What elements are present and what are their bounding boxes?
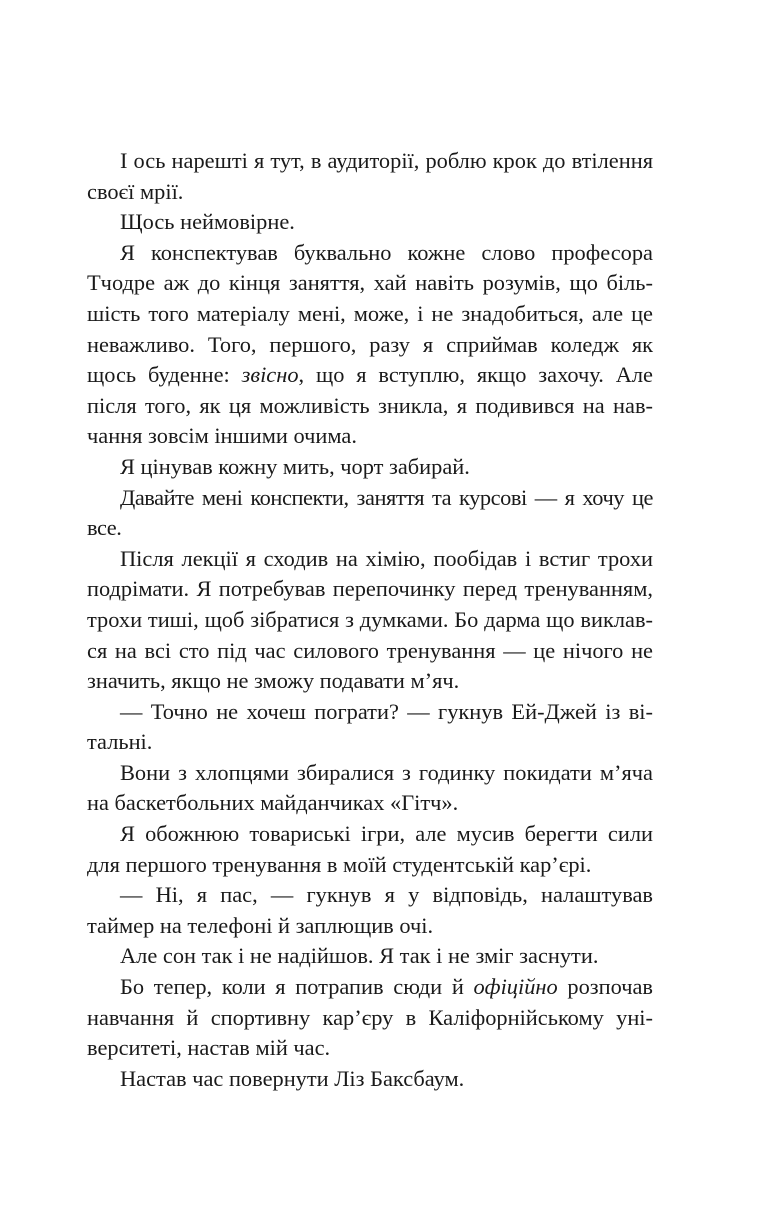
text-run: Але сон так і не надійшов. Я так і не зміг заснути. bbox=[120, 943, 599, 969]
text-run: — Точно не хочеш пограти? — гукнув Ей-Джей із вітальні. bbox=[87, 698, 653, 755]
text-run: Настав час повернути Ліз Баксбаум. bbox=[120, 1065, 465, 1091]
text-run: Бо тепер, коли я потрапив сюди й bbox=[120, 974, 474, 1000]
text-run: Я цінував кожну мить, чорт забирай. bbox=[120, 453, 470, 479]
text-run: І ось нарешті я тут, в аудиторії, роблю крок до втілення своєї мрії. bbox=[87, 148, 653, 204]
paragraph bbox=[87, 544, 653, 697]
body-text bbox=[87, 146, 653, 1094]
text-run: розпочав навчання й спортивну кар’єру в Каліфорнійському університеті, настав мій час. bbox=[87, 974, 653, 1061]
text-run: Я конспектував буквально кожне слово професора Тчодре аж до кінця заняття, хай навіть розумів, що більшість того матеріалу мені, може, і не знадобиться, але це неважливо. Того, першого, разу я сприймав коледж як щось буденне: bbox=[87, 239, 653, 388]
italic-text-run: звісно bbox=[241, 362, 299, 388]
paragraph bbox=[87, 207, 653, 238]
paragraph bbox=[87, 146, 653, 207]
text-run: Вони з хлопцями збиралися з годинку покидати м’яча на баскетбольних майданчиках «Гітч». bbox=[87, 759, 653, 816]
text-run: Я обожнюю товариські ігри, але мусив берегти сили для першого тренування в моїй студентській кар’єрі. bbox=[87, 821, 653, 877]
paragraph bbox=[87, 972, 653, 1064]
text-run: Щось неймовірне. bbox=[120, 209, 295, 235]
text-run: , що я вступлю, якщо захочу. Але після того, як ця можливість зникла, я подивився на навчання зовсім іншими очима. bbox=[87, 362, 653, 449]
paragraph bbox=[87, 697, 653, 758]
paragraph bbox=[87, 819, 653, 880]
paragraph bbox=[87, 452, 653, 483]
paragraph bbox=[87, 758, 653, 819]
paragraph bbox=[87, 1064, 653, 1095]
paragraph bbox=[87, 483, 653, 544]
paragraph bbox=[87, 880, 653, 941]
paragraph bbox=[87, 238, 653, 452]
paragraph bbox=[87, 941, 653, 972]
italic-text-run: офіційно bbox=[473, 974, 558, 1000]
text-run: Давайте мені конспекти, заняття та курсові — я хочу це все. bbox=[87, 484, 653, 541]
text-run: Після лекції я сходив на хімію, пообідав і встиг трохи подрімати. Я потребував перепочинку перед тренуванням, трохи тиші, щоб зібратися з думками. Бо дарма що виклався на всі сто під час силового тренування — це нічого не значить, якщо не зможу подавати м’яч. bbox=[87, 545, 653, 694]
text-run: — Ні, я пас, — гукнув я у відповідь, налаштував таймер на телефоні й заплющив очі. bbox=[87, 882, 653, 938]
